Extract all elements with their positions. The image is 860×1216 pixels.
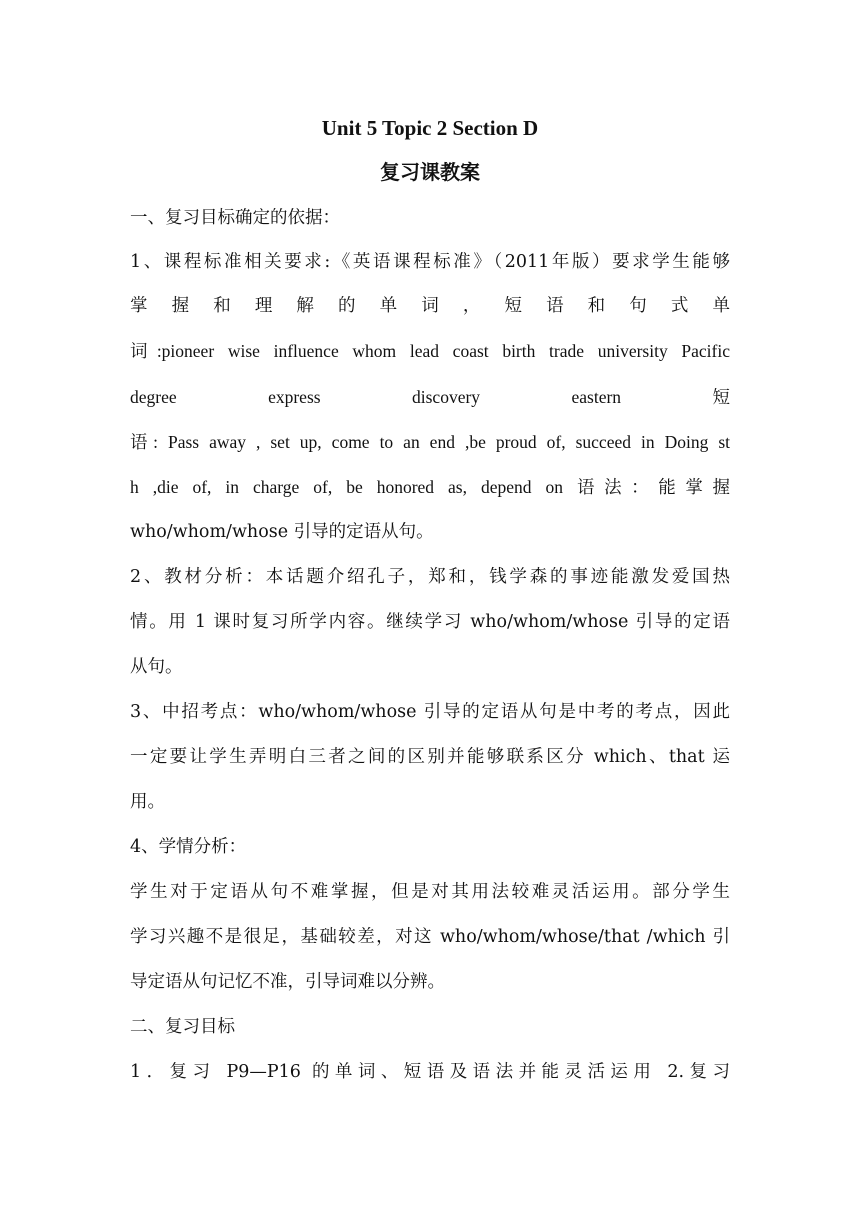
paragraph-line: h ,die of, in charge of, be honored as, depend on 语法：能掌握 [130,477,730,497]
paragraph-line: 掌握和理解的单词，短语和句式单 [130,296,730,316]
vocab-line [130,381,730,413]
paragraph-line: 1．复习 P9—P16 的单词、短语及语法并能灵活运用 2.复习 [130,1062,730,1082]
vocab-word: 短 [712,387,730,407]
paragraph-line: 2、教材分析：本话题介绍孔子，郑和，钱学森的事迹能激发爱国热 [130,567,730,587]
paragraph-line: 情。用 1 课时复习所学内容。继续学习 who/whom/whose 引导的定语 [130,612,730,632]
paragraph-line: 一定要让学生弄明白三者之间的区别并能够联系区分 which、that 运 [130,747,730,767]
paragraph-line: 语: Pass away , set up, come to an end ,be proud of, succeed in Doing st [130,432,730,452]
section-heading-basis: 一、复习目标确定的依据： [130,208,340,228]
paragraph-line: 1、课程标准相关要求:《英语课程标准》（2011年版）要求学生能够 [130,252,730,272]
vocab-word: degree [130,387,177,407]
title-english: Unit 5 Topic 2 Section D [321,116,539,140]
paragraph-line: 词:pioneer wise influence whom lead coast birth trade university Pacific [130,341,730,361]
vocab-word: express [268,387,321,407]
paragraph-line: 从句。 [130,657,183,677]
paragraph-line: 3、中招考点：who/whom/whose 引导的定语从句是中考的考点，因此 [130,702,730,722]
paragraph-line: 导定语从句记忆不准，引导词难以分辨。 [130,972,445,992]
section-heading-learners: 4、学情分析： [130,837,247,857]
paragraph-line: 学生对于定语从句不难掌握，但是对其用法较难灵活运用。部分学生 [130,882,730,902]
vocab-word: discovery [412,387,481,407]
paragraph-line: 学习兴趣不是很足，基础较差，对这 who/whom/whose/that /which 引 [130,927,730,947]
paragraph-line: who/whom/whose 引导的定语从句。 [130,522,434,542]
title-chinese: 复习课教案 [380,160,480,184]
section-heading-objectives: 二、复习目标 [130,1017,235,1037]
paragraph-line: 用。 [130,792,165,812]
vocab-word: eastern [571,387,622,407]
